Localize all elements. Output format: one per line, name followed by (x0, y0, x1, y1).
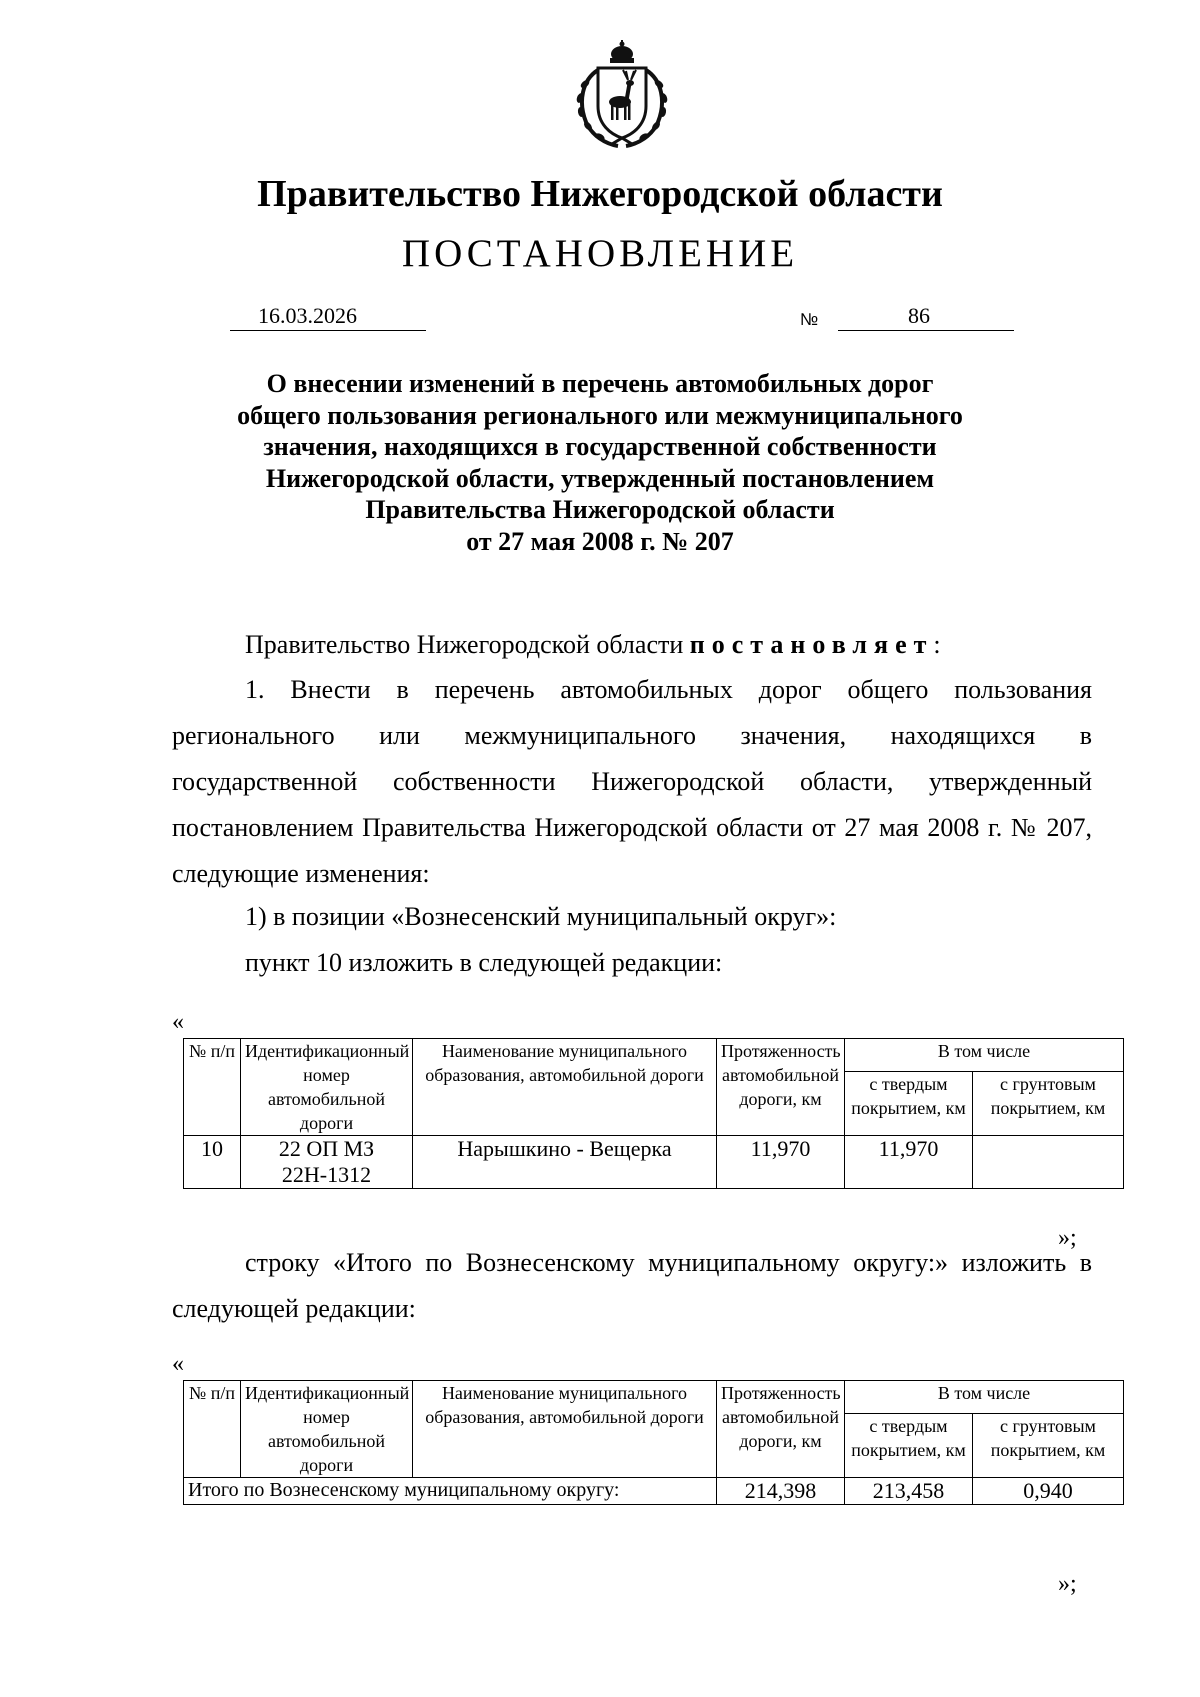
quote-close-2: »; (1058, 1571, 1077, 1597)
subject-line: от 27 мая 2008 г. № 207 (466, 526, 734, 556)
resolution-intro (172, 622, 1092, 668)
header-name: Наименование муниципального образования, автомобильной дороги (413, 1039, 717, 1136)
header-id: Идентификационный номер автомобильной дороги (241, 1039, 413, 1136)
intro-resolves: постановляет (689, 630, 934, 659)
table-row (184, 1136, 1124, 1189)
cell-ground: 0,940 (973, 1478, 1124, 1505)
intro-prefix: Правительство Нижегородской области (245, 630, 684, 659)
header-ground: с грунтовым покрытием, км (973, 1071, 1124, 1135)
document-subject (170, 368, 1030, 557)
header-hard: с твердым покрытием, км (845, 1071, 973, 1135)
number-sign: № (800, 310, 819, 329)
coat-of-arms-emblem (568, 40, 676, 150)
authority-title: Правительство Нижегородской области (257, 173, 943, 215)
document-type: ПОСТАНОВЛЕНИЕ (401, 232, 799, 275)
quote-open-1: « (172, 1009, 184, 1035)
total-row-instruction: строку «Итого по Вознесенскому муниципальному округу:» изложить в следующей редакции: (172, 1248, 1092, 1323)
cell-num: 10 (184, 1136, 241, 1189)
cell-id: 22 ОП МЗ 22Н-1312 (241, 1136, 413, 1189)
header-length: Протяженность автомобильной дороги, км (717, 1039, 845, 1136)
header-hard: с твердым покрытием, км (845, 1413, 973, 1477)
roads-table-total (183, 1380, 1124, 1505)
crown-icon (610, 40, 634, 63)
point-10-text: пункт 10 изложить в следующей редакции: (245, 948, 723, 977)
subject-line: общего пользования регионального или межмуниципального (237, 400, 963, 430)
header-num: № п/п (184, 1039, 241, 1136)
header-name: Наименование муниципального образования, автомобильной дороги (413, 1381, 717, 1478)
item-1-text: 1) в позиции «Вознесенский муниципальный округ»: (245, 902, 837, 931)
quote-close-1: »; (1058, 1225, 1077, 1251)
point-1-text: 1. Внести в перечень автомобильных дорог общего пользования регионального или межмуниципального значения, находящихся в государственной собственности Нижегородской области, утвержденный постановлением Правительства Нижегородской области от 27 мая 2008 г. № 207, следующие изменения: (172, 675, 1092, 888)
roads-table-point-10 (183, 1038, 1124, 1189)
cell-length: 11,970 (717, 1136, 845, 1189)
cell-name: Нарышкино - Вещерка (413, 1136, 717, 1189)
header-including: В том числе (845, 1039, 1124, 1072)
header-id: Идентификационный номер автомобильной дороги (241, 1381, 413, 1478)
cell-hard: 11,970 (845, 1136, 973, 1189)
document-number: 86 (838, 302, 1014, 331)
header-num: № п/п (184, 1381, 241, 1478)
subject-line: О внесении изменений в перечень автомобильных дорог (266, 369, 934, 398)
header-length: Протяженность автомобильной дороги, км (717, 1381, 845, 1478)
cell-hard: 213,458 (845, 1478, 973, 1505)
cell-ground (973, 1136, 1124, 1189)
header-including: В том числе (845, 1381, 1124, 1414)
subject-line: значения, находящихся в государственной собственности (263, 432, 937, 461)
subject-line: Правительства Нижегородской области (365, 495, 835, 524)
header-ground: с грунтовым покрытием, км (973, 1413, 1124, 1477)
cell-total-label: Итого по Вознесенскому муниципальному округу: (184, 1478, 717, 1505)
intro-suffix: : (933, 630, 941, 659)
quote-open-2: « (172, 1351, 184, 1377)
table-row (184, 1478, 1124, 1505)
subject-line: Нижегородской области, утвержденный постановлением (265, 463, 935, 493)
cell-length: 214,398 (717, 1478, 845, 1505)
document-date: 16.03.2026 (230, 302, 426, 331)
